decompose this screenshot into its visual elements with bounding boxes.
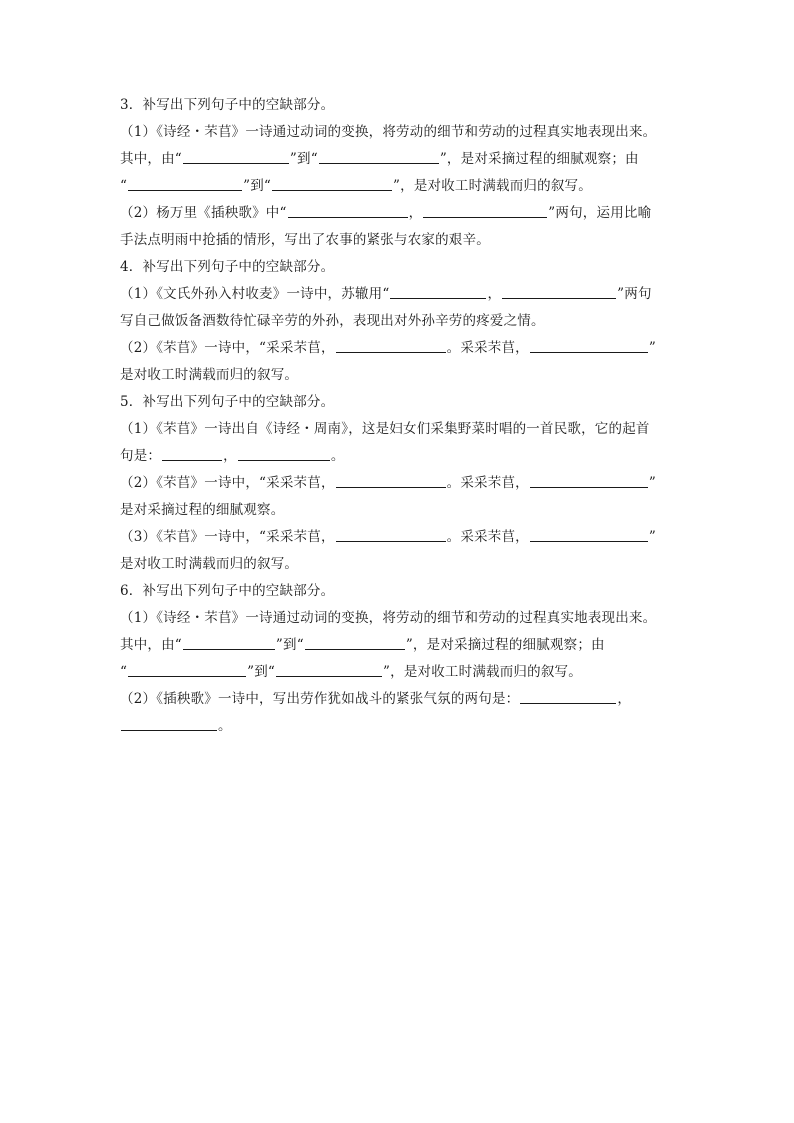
q4-part1-line2: 写自己做饭备酒数待忙碌辛劳的外孙，表现出对外孙辛劳的疼爱之情。 bbox=[120, 313, 545, 329]
worksheet bbox=[120, 92, 680, 740]
answer-blank[interactable] bbox=[319, 149, 439, 164]
answer-blank[interactable] bbox=[183, 635, 275, 650]
q6-part2-line1: （2）《插秧歌》一诗中，写出劳作犹如战斗的紧张气氛的两句是： ， bbox=[120, 691, 632, 707]
answer-blank[interactable] bbox=[121, 716, 217, 731]
answer-blank[interactable] bbox=[238, 446, 330, 461]
q5-title: 5．补写出下列句子中的空缺部分。 bbox=[120, 394, 335, 410]
answer-blank[interactable] bbox=[336, 473, 446, 488]
answer-blank[interactable] bbox=[502, 284, 616, 299]
answer-blank[interactable] bbox=[423, 203, 547, 218]
q4-part1-line1: （1）《文氏外孙入村收麦》一诗中，苏辙用“ ， ”两句 bbox=[120, 286, 652, 302]
q5-part1-line1: （1）《芣苢》一诗出自《诗经・周南》，这是妇女们采集野菜时唱的一首民歌，它的起首 bbox=[120, 421, 650, 437]
q4-title: 4．补写出下列句子中的空缺部分。 bbox=[120, 259, 335, 275]
q3-part2-line2: 手法点明雨中抢插的情形，写出了农事的紧张与农家的艰辛。 bbox=[120, 232, 490, 248]
q3-part1-line3: “ ”到“ ”，是对收工时满载而归的叙写。 bbox=[120, 178, 592, 194]
q5-part3-line2: 是对收工时满载而归的叙写。 bbox=[120, 556, 299, 572]
answer-blank[interactable] bbox=[530, 527, 648, 542]
q6-part1-line2: 其中，由“ ”到“ ”，是对采摘过程的细腻观察；由 bbox=[120, 637, 605, 653]
answer-blank[interactable] bbox=[305, 635, 405, 650]
q6-part1-line1: （1）《诗经・芣苢》一诗通过动词的变换，将劳动的细节和劳动的过程真实地表现出来。 bbox=[120, 610, 657, 626]
answer-blank[interactable] bbox=[288, 203, 408, 218]
q3-part1-line2: 其中，由“ ”到“ ”，是对采摘过程的细腻观察；由 bbox=[120, 151, 639, 167]
q3-title: 3．补写出下列句子中的空缺部分。 bbox=[120, 97, 335, 113]
q5-part3-line1: （3）《芣苢》一诗中，“采采芣苢， 。采采芣苢， ” bbox=[120, 529, 656, 545]
q3-part2-line1: （2）杨万里《插秧歌》中“ ， ”两句，运用比喻 bbox=[120, 205, 652, 221]
answer-blank[interactable] bbox=[272, 176, 392, 191]
answer-blank[interactable] bbox=[390, 284, 486, 299]
q5-part2-line2: 是对采摘过程的细腻观察。 bbox=[120, 502, 285, 518]
q6-part1-line3: “ ”到“ ”，是对收工时满载而归的叙写。 bbox=[120, 664, 582, 680]
answer-blank[interactable] bbox=[276, 662, 382, 677]
answer-blank[interactable] bbox=[128, 662, 246, 677]
answer-blank[interactable] bbox=[336, 338, 446, 353]
answer-blank[interactable] bbox=[520, 689, 616, 704]
q6-part2-line2: 。 bbox=[120, 713, 680, 740]
answer-blank[interactable] bbox=[530, 338, 648, 353]
answer-blank[interactable] bbox=[336, 527, 446, 542]
q5-part2-line1: （2）《芣苢》一诗中，“采采芣苢， 。采采芣苢， ” bbox=[120, 475, 656, 491]
answer-blank[interactable] bbox=[128, 176, 242, 191]
answer-blank[interactable] bbox=[183, 149, 289, 164]
q4-part2-line2: 是对收工时满载而归的叙写。 bbox=[120, 367, 299, 383]
q3-part1-line1: （1）《诗经・芣苢》一诗通过动词的变换，将劳动的细节和劳动的过程真实地表现出来。 bbox=[120, 124, 657, 140]
q4-part2-line1: （2）《芣苢》一诗中，“采采芣苢， 。采采芣苢， ” bbox=[120, 340, 656, 356]
q6-title: 6．补写出下列句子中的空缺部分。 bbox=[120, 583, 335, 599]
answer-blank[interactable] bbox=[162, 446, 222, 461]
q5-part1-line2: 句是： ， 。 bbox=[120, 448, 345, 464]
answer-blank[interactable] bbox=[530, 473, 648, 488]
